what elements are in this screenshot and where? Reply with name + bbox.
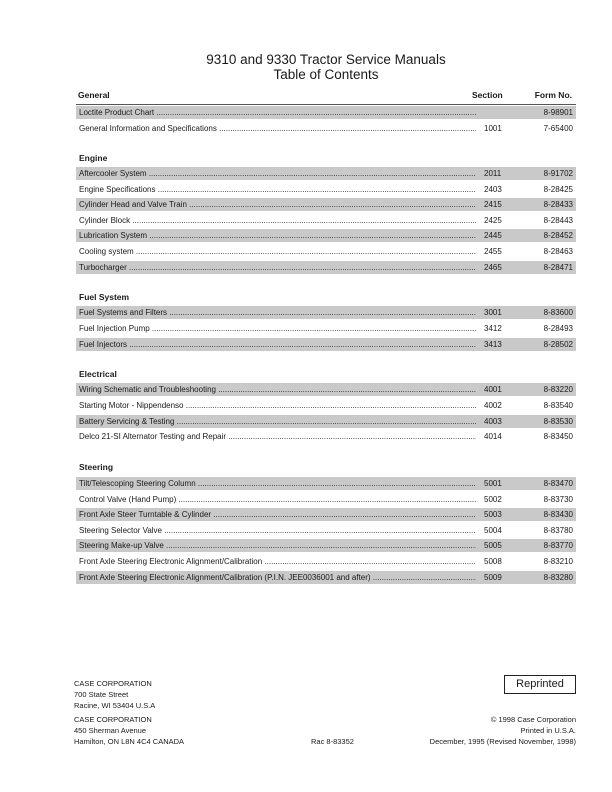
toc-row-name: Battery Servicing & Testing ..... — [79, 415, 476, 428]
column-header-form: Form No. — [534, 90, 572, 100]
toc-row-form: 8-28425 — [543, 185, 573, 194]
toc-row-name: Turbocharger ..... — [79, 261, 476, 274]
toc-row-name: Aftercooler System ..... — [79, 167, 476, 180]
toc-row-section: 5004 — [484, 526, 502, 535]
footer-line: © 1998 Case Corporation — [490, 715, 576, 724]
toc-row-form: 8-83210 — [543, 557, 573, 566]
toc-row-name: Steering Selector Valve ..... — [79, 524, 476, 537]
footer-line: 700 State Street — [74, 690, 129, 699]
toc-row-section: 4001 — [484, 385, 502, 394]
toc-row-section: 3413 — [484, 340, 502, 349]
toc-row-name: Starting Motor - Nippendenso ..... — [79, 399, 476, 412]
toc-row — [76, 245, 576, 258]
toc-row-section: 5003 — [484, 510, 502, 519]
toc-row — [76, 508, 576, 521]
toc-row-section: 2465 — [484, 263, 502, 272]
toc-row-form: 8-28493 — [543, 324, 573, 333]
toc-row-name: Cylinder Block ..... — [79, 214, 476, 227]
toc-row-section: 1001 — [484, 124, 502, 133]
toc-row-section: 2455 — [484, 247, 502, 256]
toc-row — [76, 524, 576, 537]
toc-row-section: 5008 — [484, 557, 502, 566]
toc-row — [76, 229, 576, 242]
toc-row — [76, 198, 576, 211]
footer-address-hamilton — [74, 714, 184, 747]
toc-row — [76, 261, 576, 274]
section-title-electrical: Electrical — [79, 369, 117, 379]
toc-row-name: Cooling system ..... — [79, 245, 476, 258]
section-title-steering: Steering — [79, 462, 114, 472]
footer-rac-number: Rac 8-83352 — [311, 737, 354, 746]
toc-row-name: Tilt/Telescoping Steering Column ..... — [79, 477, 476, 490]
toc-row-name: Fuel Systems and Filters ..... — [79, 306, 476, 319]
page-subtitle: Table of Contents — [273, 67, 379, 82]
section-title-engine: Engine — [79, 153, 108, 163]
toc-row — [76, 338, 576, 351]
toc-row-name: Cylinder Head and Valve Train ..... — [79, 198, 476, 211]
toc-row-form: 8-83600 — [543, 308, 573, 317]
toc-row-name: Control Valve (Hand Pump) ..... — [79, 493, 476, 506]
toc-row-form: 7-65400 — [543, 124, 573, 133]
toc-row-section: 2403 — [484, 185, 502, 194]
footer-line: Racine, WI 53404 U.S.A — [74, 701, 156, 710]
toc-row-name: Loctite Product Chart ..... — [79, 106, 476, 119]
toc-row-name: Fuel Injectors ..... — [79, 338, 476, 351]
toc-row-form: 8-83730 — [543, 495, 573, 504]
page-title: 9310 and 9330 Tractor Service Manuals — [206, 52, 446, 67]
toc-row — [76, 383, 576, 396]
toc-row-form: 8-98901 — [543, 108, 573, 117]
toc-row-name: Front Axle Steering Electronic Alignment/Calibration ..... — [79, 555, 476, 568]
toc-row — [76, 167, 576, 180]
toc-row-form: 8-91702 — [543, 169, 573, 178]
toc-row-section: 3412 — [484, 324, 502, 333]
column-header — [78, 90, 572, 103]
toc-row-section: 4002 — [484, 401, 502, 410]
toc-row — [76, 183, 576, 196]
toc-row-form: 8-83780 — [543, 526, 573, 535]
toc-row-form: 8-83470 — [543, 479, 573, 488]
toc-row — [76, 539, 576, 552]
toc-row-form: 8-28452 — [543, 231, 573, 240]
toc-row-form: 8-83540 — [543, 401, 573, 410]
toc-row-form: 8-83220 — [543, 385, 573, 394]
toc-row-section: 2425 — [484, 216, 502, 225]
toc-row-form: 8-28471 — [543, 263, 573, 272]
toc-row-form: 8-83430 — [543, 510, 573, 519]
toc-row-form: 8-28433 — [543, 200, 573, 209]
toc-row — [76, 493, 576, 506]
footer-line: CASE CORPORATION — [74, 715, 152, 724]
toc-row-name: Lubrication System ..... — [79, 229, 476, 242]
toc-row-name: Wiring Schematic and Troubleshooting ..... — [79, 383, 476, 396]
toc-row — [76, 415, 576, 428]
column-header-section: Section — [472, 90, 503, 100]
toc-row-form: 8-28502 — [543, 340, 573, 349]
toc-row-section: 2415 — [484, 200, 502, 209]
toc-row-name: Steering Make-up Valve ..... — [79, 539, 476, 552]
toc-row — [76, 122, 576, 135]
toc-row-section: 2011 — [484, 169, 502, 178]
toc-row — [76, 555, 576, 568]
footer-copyright — [430, 714, 576, 747]
footer-line: CASE CORPORATION — [74, 679, 152, 688]
toc-row — [76, 430, 576, 443]
footer-line: 450 Sherman Avenue — [74, 726, 147, 735]
toc-row-name: Fuel Injection Pump ..... — [79, 322, 476, 335]
toc-row-name: Front Axle Steering Electronic Alignment/Calibration (P.I.N. JEE0036001 and after) ..... — [79, 571, 476, 584]
toc-row — [76, 214, 576, 227]
reprinted-badge: Reprinted — [504, 675, 576, 694]
toc-row-section: 5005 — [484, 541, 502, 550]
toc-row — [76, 306, 576, 319]
footer-line: Printed in U.S.A. — [520, 726, 576, 735]
toc-row-form: 8-28443 — [543, 216, 573, 225]
toc-row-section: 5002 — [484, 495, 502, 504]
toc-row-name: Engine Specifications ..... — [79, 183, 476, 196]
toc-row — [76, 106, 576, 119]
toc-row-section: 3001 — [484, 308, 502, 317]
toc-row-section: 5009 — [484, 573, 502, 582]
toc-row-form: 8-83280 — [543, 573, 573, 582]
toc-row-form: 8-83530 — [543, 417, 573, 426]
section-title-general: General — [78, 90, 110, 100]
toc-row-form: 8-28463 — [543, 247, 573, 256]
toc-row — [76, 571, 576, 584]
toc-row-section: 2445 — [484, 231, 502, 240]
toc-row-name: Delco 21-SI Alternator Testing and Repair ..... — [79, 430, 476, 443]
footer-address-racine — [74, 678, 155, 711]
section-title-fuel-system: Fuel System — [79, 292, 130, 302]
toc-row — [76, 322, 576, 335]
toc-row-form: 8-83770 — [543, 541, 573, 550]
toc-row-section: 5001 — [484, 479, 502, 488]
footer-line: Hamilton, ON L8N 4C4 CANADA — [74, 737, 185, 746]
toc-row — [76, 477, 576, 490]
toc-row-name: Front Axle Steer Turntable & Cylinder ..... — [79, 508, 476, 521]
footer-line: December, 1995 (Revised November, 1998) — [429, 737, 576, 746]
toc-row — [76, 399, 576, 412]
toc-row-form: 8-83450 — [543, 432, 573, 441]
toc-row-section: 4003 — [484, 417, 502, 426]
header-divider — [76, 104, 576, 105]
toc-row-name: General Information and Specifications ..... — [79, 122, 476, 135]
toc-row-section: 4014 — [484, 432, 502, 441]
